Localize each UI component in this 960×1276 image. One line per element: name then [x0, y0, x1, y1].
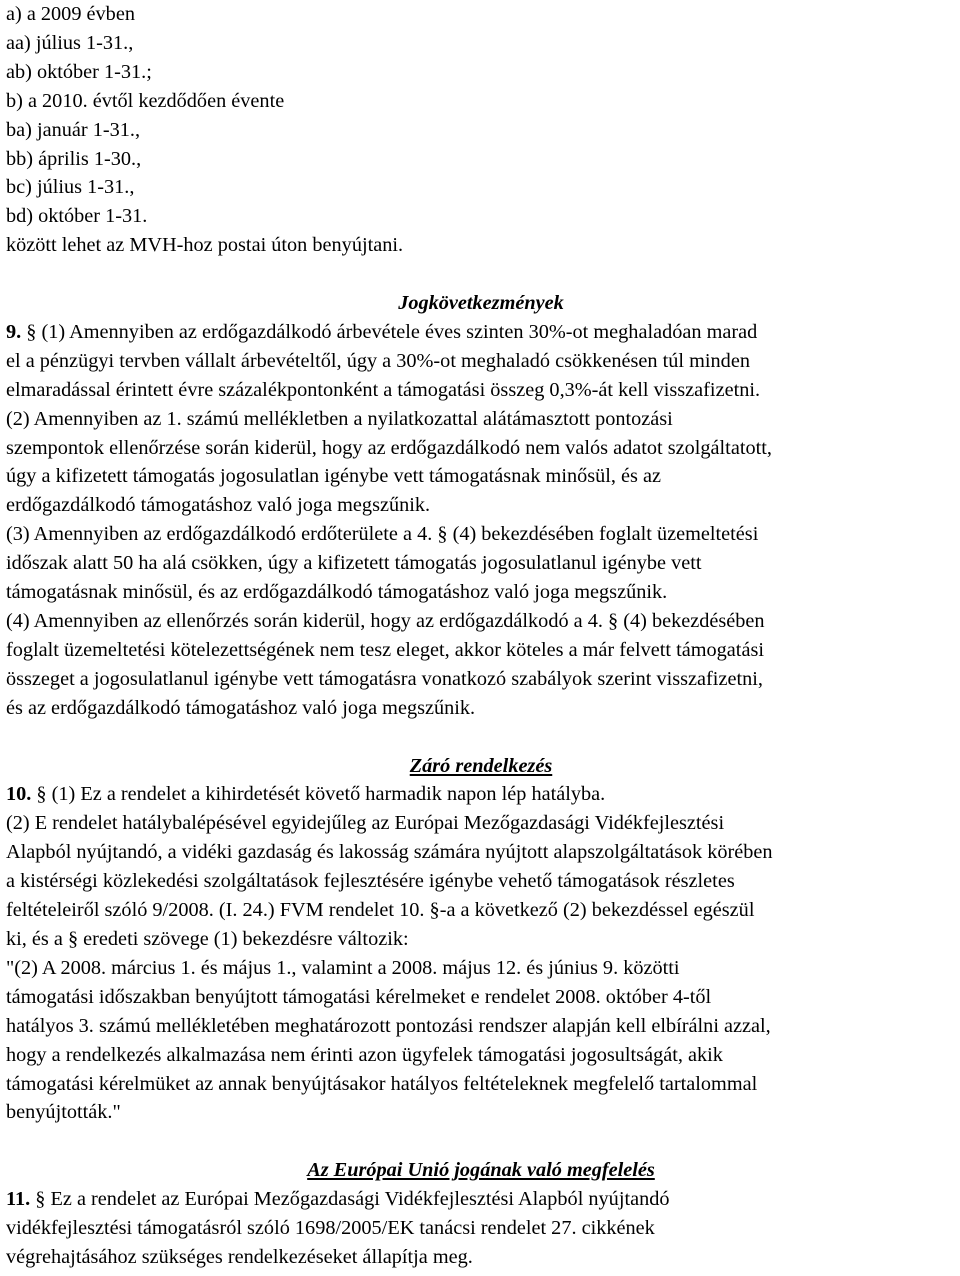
paragraph-line: úgy a kifizetett támogatás jogosulatlan igénybe vett támogatásnak minősül, és az: [6, 465, 662, 488]
list-item: a) a 2009 évben: [6, 3, 135, 25]
list-item: aa) július 1-31.,: [6, 31, 134, 54]
paragraph-number: 9.: [6, 320, 22, 343]
paragraph-line: és az erdőgazdálkodó támogatáshoz való joga megszűnik.: [6, 696, 476, 719]
paragraph-line: időszak alatt 50 ha alá csökken, úgy a kifizetett támogatás jogosulatlanul igénybe vett: [6, 552, 702, 575]
paragraph-line: hogy a rendelkezés alkalmazása nem érinti azon ügyfelek támogatási jogosultságát, akik: [6, 1043, 723, 1066]
spacer: [6, 260, 956, 289]
paragraph-line: vidékfejlesztési támogatásról szóló 1698/2005/EK tanácsi rendelet 27. cikkének: [6, 1217, 655, 1240]
paragraph-line: [6, 318, 956, 347]
paragraph-text: § Ez a rendelet az Európai Mezőgazdasági Vidékfejlesztési Alapból nyújtandó: [30, 1188, 670, 1211]
paragraph-line: [6, 780, 956, 809]
paragraph-line: a kistérségi közlekedési szolgáltatások fejlesztésére igénybe vehető támogatások részletes: [6, 870, 735, 893]
paragraph-line: erdőgazdálkodó támogatáshoz való joga megszűnik.: [6, 494, 431, 517]
list-item: bc) július 1-31.,: [6, 176, 135, 199]
paragraph-text: § (1) Ez a rendelet a kihirdetését követő harmadik napon lép hatályba.: [31, 783, 606, 806]
section-heading: [6, 752, 956, 781]
section-heading: Jogkövetkezmények: [398, 292, 564, 315]
paragraph-line: hatályos 3. számú mellékletében meghatározott pontozási rendszer alapján kell elbírálni azzal,: [6, 1014, 771, 1037]
paragraph-line: elmaradással érintett évre százalékpontonként a támogatási összeg 0,3%-át kell visszafizetni.: [6, 378, 761, 401]
list-item: b) a 2010. évtől kezdődően évente: [6, 89, 285, 112]
paragraph-line: [6, 1185, 956, 1214]
paragraph-line: ki, és a § eredeti szövege (1) bekezdésre változik:: [6, 927, 409, 950]
paragraph-line: feltételeiről szóló 9/2008. (I. 24.) FVM rendelet 10. §-a a következő (2) bekezdéssel egészül: [6, 899, 755, 922]
paragraph-line: (3) Amennyiben az erdőgazdálkodó erdőterülete a 4. § (4) bekezdésében foglalt üzemeltetési: [6, 523, 759, 546]
paragraph-line: támogatásnak minősül, és az erdőgazdálkodó támogatáshoz való joga megszűnik.: [6, 581, 668, 604]
paragraph-line: el a pénzügyi tervben vállalt árbevételtől, úgy a 30%-ot meghaladó csökkenésen túl minden: [6, 349, 750, 372]
paragraph-number: 10.: [6, 783, 32, 806]
paragraph-line: támogatási időszakban benyújtott támogatási kérelmeket e rendelet 2008. október 4-től: [6, 985, 712, 1008]
paragraph-line: támogatási kérelmüket az annak benyújtásakor hatályos feltételeknek megfelelő tartalommal: [6, 1072, 758, 1095]
paragraph-line: (2) E rendelet hatálybalépésével egyidejűleg az Európai Mezőgazdasági Vidékfejlesztési: [6, 812, 725, 835]
paragraph-line: végrehajtásához szükséges rendelkezéseket állapítja meg.: [6, 1245, 473, 1268]
spacer: [6, 1127, 956, 1156]
paragraph-line: (4) Amennyiben az ellenőrzés során kiderül, hogy az erdőgazdálkodó a 4. § (4) bekezdésében: [6, 610, 765, 633]
list-item: között lehet az MVH-hoz postai úton benyújtani.: [6, 234, 404, 257]
paragraph-line: "(2) A 2008. március 1. és május 1., valamint a 2008. május 12. és június 9. közötti: [6, 956, 680, 979]
section-heading-text: Záró rendelkezés: [409, 754, 553, 777]
paragraph-line: összeget a jogosulatlanul igénybe vett támogatásra vonatkozó szabályok szerint visszafizetni,: [6, 667, 763, 690]
deadline-list: [6, 0, 956, 260]
section-heading: [6, 1156, 956, 1185]
section-zaro-rendelkezes: [6, 752, 956, 1128]
paragraph-number: 11.: [6, 1188, 31, 1211]
paragraph-line: (2) Amennyiben az 1. számú mellékletben a nyilatkozattal alátámasztott pontozási: [6, 407, 673, 430]
section-heading-text: Az Európai Unió jogának való megfelelés: [307, 1159, 655, 1182]
list-item: bd) október 1-31.: [6, 205, 148, 228]
list-item: ab) október 1-31.;: [6, 60, 152, 83]
document-page: [6, 0, 956, 1272]
paragraph-line: szempontok ellenőrzése során kiderül, hogy az erdőgazdálkodó nem valós adatot szolgáltatott,: [6, 436, 772, 459]
section-jogkovetkezmenyek: [6, 289, 956, 723]
spacer: [6, 723, 956, 752]
paragraph-line: benyújtották.": [6, 1101, 121, 1124]
paragraph-line: foglalt üzemeltetési kötelezettségének nem tesz eleget, akkor köteles a már felvett támogatási: [6, 638, 764, 661]
list-item: ba) január 1-31.,: [6, 118, 141, 141]
section-eu-megfeleles: [6, 1156, 956, 1272]
paragraph-text: § (1) Amennyiben az erdőgazdálkodó árbevétele éves szinten 30%-ot meghaladóan marad: [21, 320, 758, 343]
paragraph-line: Alapból nyújtandó, a vidéki gazdaság és lakosság számára nyújtott alapszolgáltatások körében: [6, 841, 773, 864]
list-item: bb) április 1-30.,: [6, 147, 142, 170]
